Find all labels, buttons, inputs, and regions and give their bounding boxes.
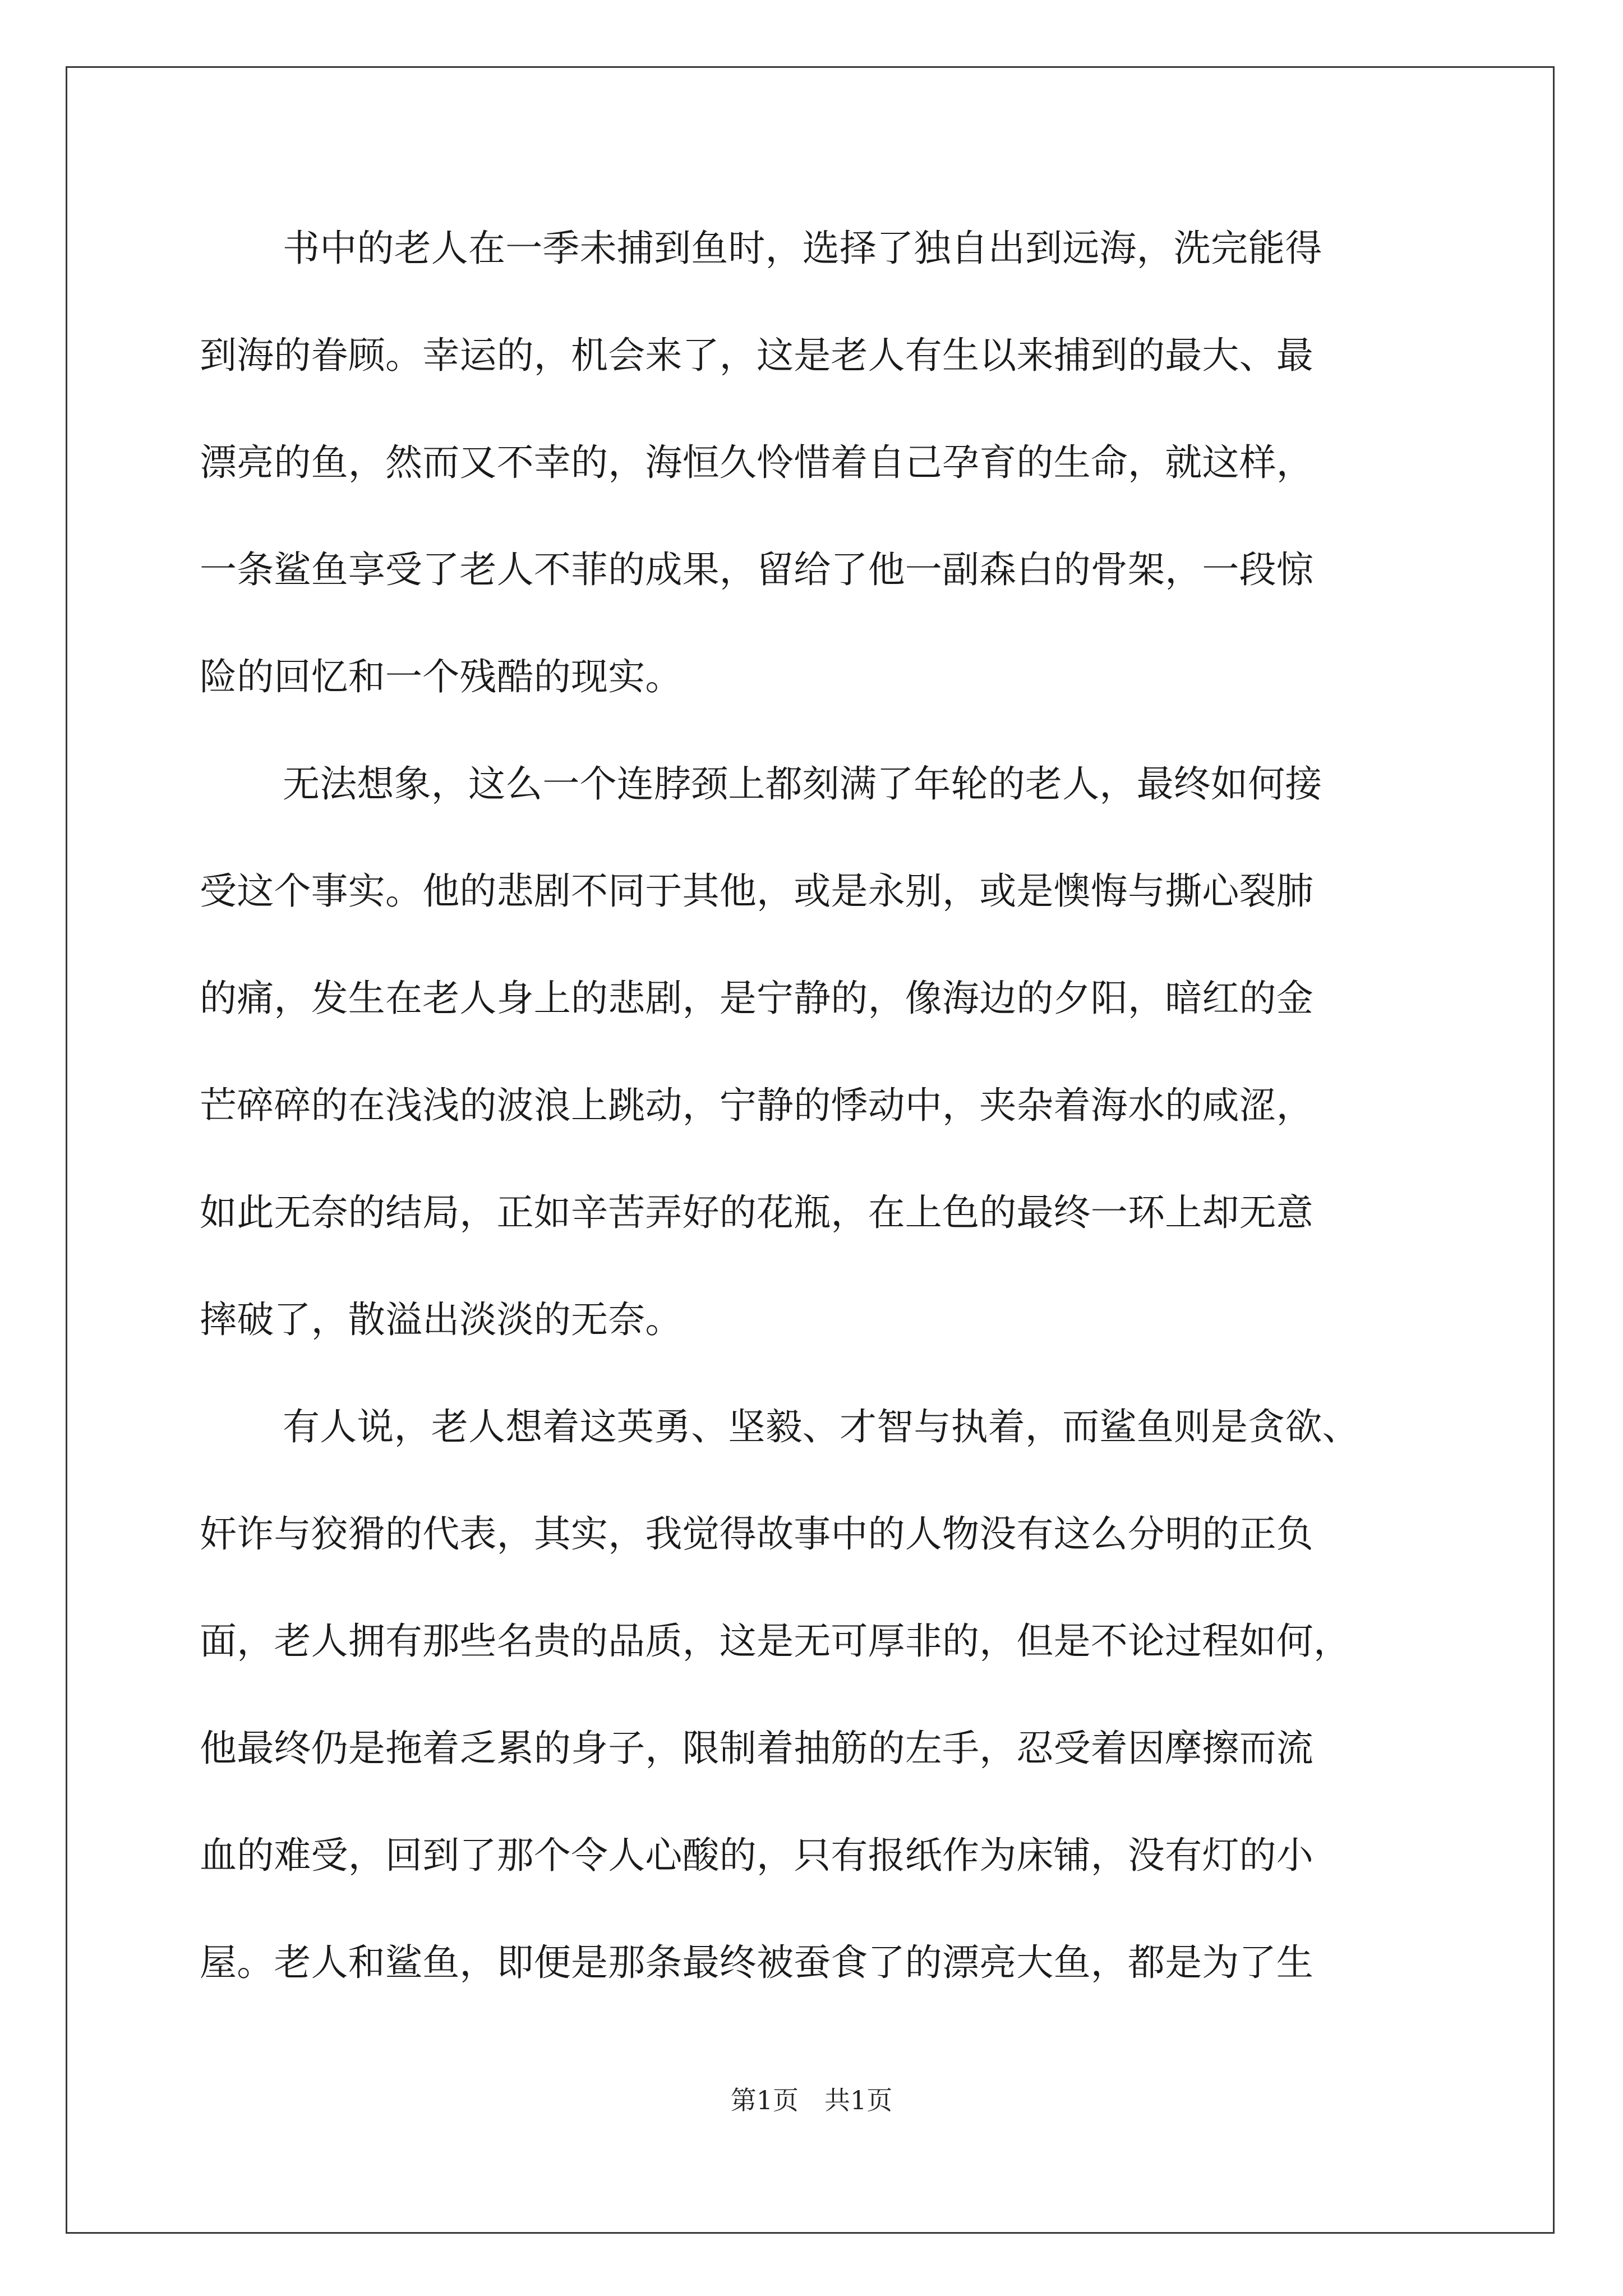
text-line: 一条鲨鱼享受了老人不菲的成果，留给了他一副森白的骨架，一段惊 [200,548,1313,591]
page-footer [0,2083,1623,2117]
text-line: 他最终仍是拖着乏累的身子，限制着抽筋的左手，忍受着因摩擦而流 [200,1727,1313,1770]
text-line: 屋。老人和鲨鱼，即便是那条最终被蚕食了的漂亮大鱼，都是为了生 [200,1941,1313,1984]
text-line: 血的难受，回到了那个令人心酸的，只有报纸作为床铺，没有灯的小 [200,1834,1313,1877]
text-line: 到海的眷顾。幸运的，机会来了，这是老人有生以来捕到的最大、最 [200,334,1313,377]
text-line: 漂亮的鱼，然而又不幸的，海恒久怜惜着自己孕育的生命，就这样， [200,441,1313,484]
text-line: 摔破了，散溢出淡淡的无奈。 [200,1298,683,1341]
document-body [200,218,1428,2039]
text-line: 书中的老人在一季未捕到鱼时，选择了独自出到远海，洗完能得 [283,227,1322,270]
text-line: 的痛，发生在老人身上的悲剧，是宁静的，像海边的夕阳，暗红的金 [200,977,1313,1020]
text-line: 面，老人拥有那些名贵的品质，这是无可厚非的，但是不论过程如何， [200,1619,1351,1663]
text-line: 无法想象，这么一个连脖颈上都刻满了年轮的老人，最终如何接 [283,762,1322,806]
text-line: 芒碎碎的在浅浅的波浪上跳动，宁静的悸动中，夹杂着海水的咸涩， [200,1084,1313,1127]
page-total: 共1页 [824,2085,893,2115]
page-number: 第1页 [730,2085,799,2115]
text-line: 有人说，老人想着这英勇、坚毅、才智与执着，而鲨鱼则是贪欲、 [283,1405,1359,1448]
text-line: 险的回忆和一个残酷的现实。 [200,655,683,698]
text-line: 受这个事实。他的悲剧不同于其他，或是永别，或是懊悔与撕心裂肺 [200,869,1313,913]
text-line: 奸诈与狡猾的代表，其实，我觉得故事中的人物没有这么分明的正负 [200,1512,1313,1556]
text-line: 如此无奈的结局，正如辛苦弄好的花瓶，在上色的最终一环上却无意 [200,1191,1313,1234]
